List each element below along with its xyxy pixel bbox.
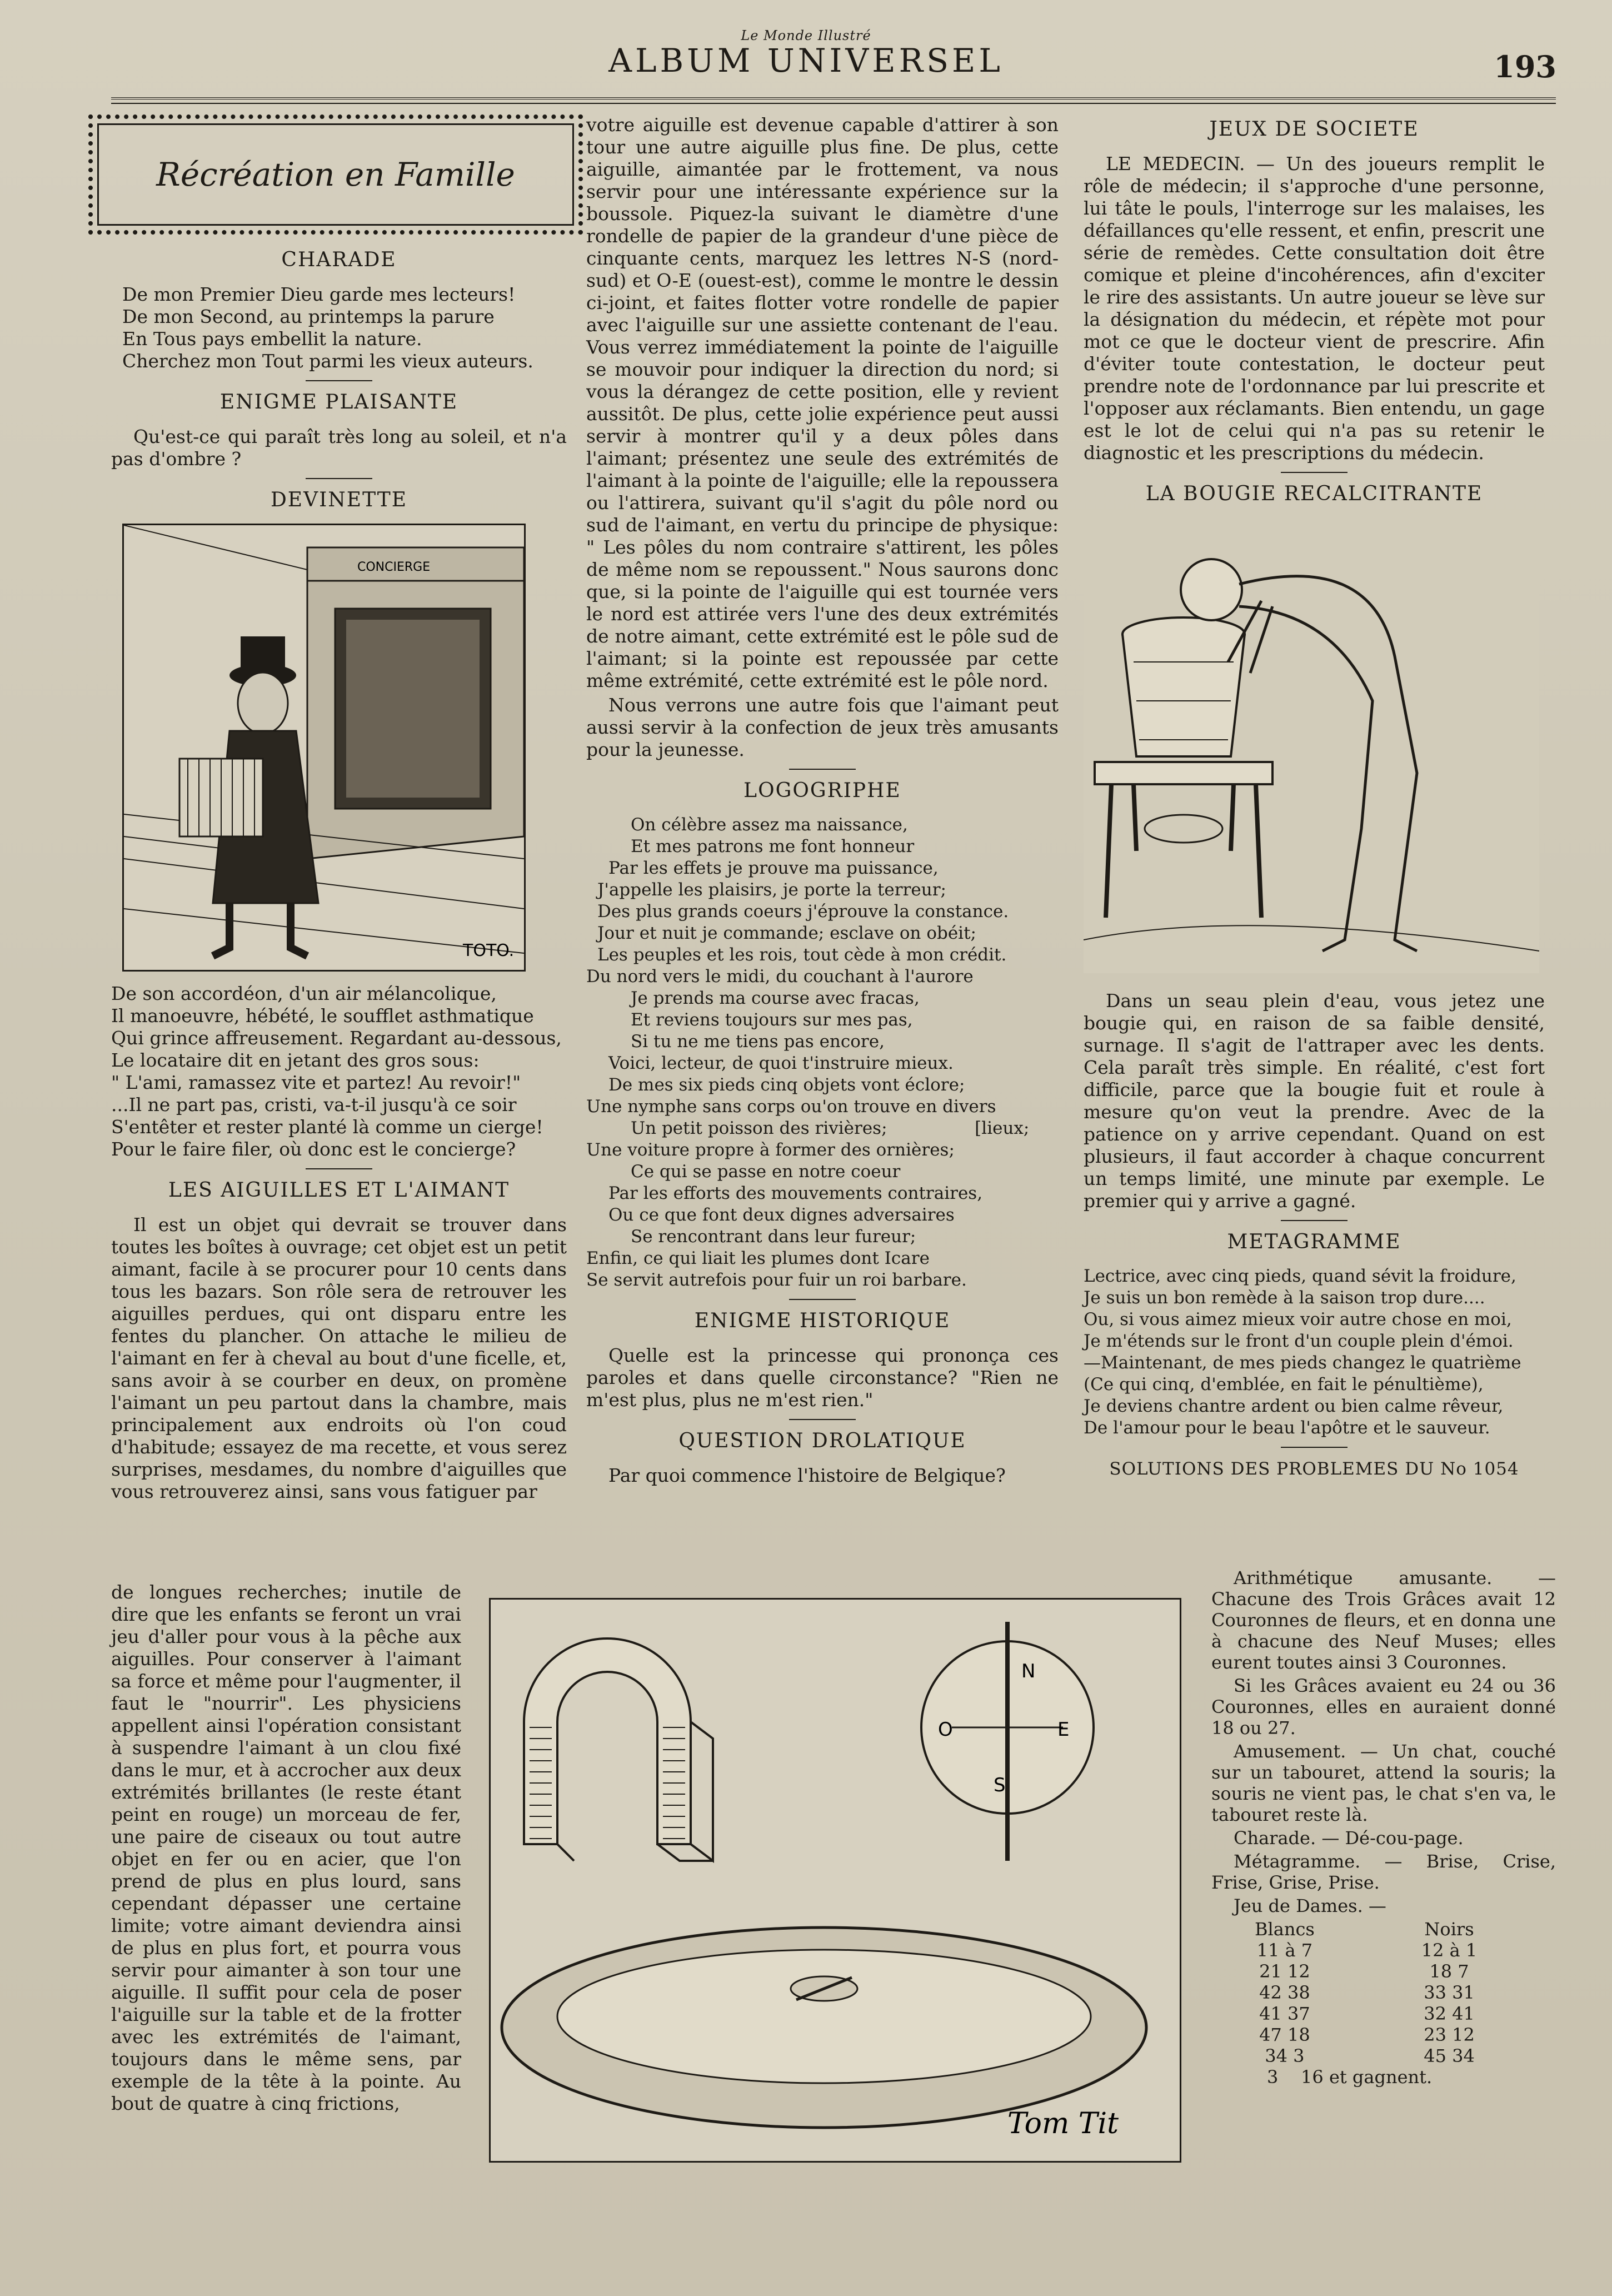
- metagramme-line: Lectrice, avec cinq pieds, quand sévit la froidure,: [1084, 1266, 1516, 1286]
- logogriphe-line: Ou ce que font deux dignes adversaires: [608, 1205, 955, 1225]
- magnet-compass-drawing: [491, 1600, 1180, 2161]
- page-number: 193: [1494, 49, 1556, 84]
- dames-cell: 47 18: [1259, 2024, 1310, 2045]
- separator: [306, 1168, 372, 1169]
- solution-charade: Charade. — Dé-cou-page.: [1234, 1827, 1464, 1849]
- jeux-title: JEUX DE SOCIETE: [1209, 118, 1419, 141]
- question-title: QUESTION DROLATIQUE: [678, 1430, 966, 1452]
- logogriphe-line: Du nord vers le midi, du couchant à l'aurore: [586, 967, 974, 987]
- solution-arithmetique-2: Si les Grâces avaient eu 24 ou 36 Couronnes, elles en auraient donné 18 ou 27.: [1211, 1675, 1556, 1739]
- aiguilles-title: LES AIGUILLES ET L'AIMANT: [168, 1179, 510, 1202]
- enigme-title: ENIGME PLAISANTE: [219, 391, 458, 414]
- logogriphe-line: Une nymphe sans corps ou'on trouve en divers: [586, 1097, 996, 1117]
- toto-signature: TOTO.: [463, 941, 515, 960]
- logogriphe-line: Par les effets je prouve ma puissance,: [608, 858, 939, 878]
- dames-cell: 12 à 1: [1421, 1940, 1478, 1961]
- compass-east-label: E: [1057, 1719, 1070, 1741]
- table-row: [1245, 1982, 1487, 2003]
- enigme-historique-title: ENIGME HISTORIQUE: [694, 1309, 951, 1332]
- devinette-line: Pour le faire filer, où donc est le concierge?: [111, 1138, 516, 1160]
- charade-verse: [111, 283, 567, 372]
- bougie-text: Dans un seau plein d'eau, vous jetez une bougie qui, en raison de sa faible densité, surnage. Il s'agit de l'attraper avec les dents. Cela paraît très simple. En réalité, c'est fort difficile, parce que la bougie fuit et roule à mesure qu'on veut la prendre. Avec de la patience on y arrive cependant. Quand on est plusieurs, il faut accorder à chaque concurrent un temps limité, une minute par exemple. Le premier qui y arrive a gagné.: [1084, 990, 1545, 1212]
- bougie-title: LA BOUGIE RECALCITRANTE: [1145, 482, 1483, 505]
- charade-title: CHARADE: [281, 248, 397, 271]
- logogriphe-line: J'appelle les plaisirs, je porte la terreur;: [597, 880, 946, 900]
- column-right: [1084, 108, 1545, 1492]
- logogriphe-line: Et reviens toujours sur mes pas,: [631, 1010, 913, 1030]
- dames-cell: 18 7: [1429, 1961, 1469, 1982]
- dames-cell: 45 34: [1424, 2045, 1475, 2066]
- enigme-text: Qu'est-ce qui paraît très long au soleil, et n'a pas d'ombre ?: [111, 426, 567, 470]
- logogriphe-line: Je prends ma course avec fracas,: [631, 988, 920, 1008]
- charade-line: De mon Premier Dieu garde mes lecteurs!: [122, 283, 516, 305]
- separator: [306, 380, 372, 381]
- devinette-line: De son accordéon, d'un air mélancolique,: [111, 983, 497, 1004]
- compass-south-label: S: [994, 1774, 1006, 1796]
- logogriphe-line: Des plus grands coeurs j'éprouve la constance.: [597, 902, 1009, 922]
- metagramme-verse: [1084, 1266, 1545, 1439]
- magnet-compass-figure: [489, 1598, 1181, 2163]
- devinette-line: S'entêter et rester planté là comme un cierge!: [111, 1116, 543, 1138]
- metagramme-line: Ou, si vous aimez mieux voir autre chose en moi,: [1084, 1309, 1512, 1329]
- dames-cell: 21 12: [1259, 1961, 1310, 1982]
- dames-cell: 11 à 7: [1256, 1940, 1313, 1961]
- logogriphe-line: Et mes patrons me font honneur: [631, 836, 915, 856]
- question-text: Par quoi commence l'histoire de Belgique?: [608, 1465, 1006, 1486]
- charade-line: En Tous pays embellit la nature.: [122, 328, 422, 350]
- solution-arithmetique: Arithmétique amusante. — Chacune des Trois Grâces avait 12 Couronnes de fleurs, et en donna une à chacune des Neuf Muses; elles eurent toutes ainsi 3 Couronnes.: [1211, 1567, 1556, 1673]
- section-title: Récréation en Famille: [156, 156, 515, 193]
- logogriphe-line: Se servit autrefois pour fuir un roi barbare.: [586, 1270, 967, 1290]
- charade-line: Cherchez mon Tout parmi les vieux auteurs.: [122, 350, 533, 372]
- dames-cell: 42 38: [1259, 1982, 1310, 2003]
- compass-north-label: N: [1021, 1660, 1036, 1682]
- dames-table: [1245, 1919, 1487, 2066]
- logogriphe-line: On célèbre assez ma naissance,: [631, 815, 908, 835]
- devinette-line: ...Il ne part pas, cristi, va-t-il jusqu'à ce soir: [111, 1094, 517, 1115]
- accordion-player-drawing: [124, 525, 524, 970]
- metagramme-line: (Ce qui cinq, d'emblée, en fait le pénultième),: [1084, 1374, 1484, 1394]
- jeux-text: LE MEDECIN. — Un des joueurs remplit le rôle de médecin; il s'approche d'une personne, lui tâte le pouls, l'interroge sur les malaises, les défaillances qu'elle ressent, et enfin, prescrit une série de remèdes. Cette consultation doit être comique et pleine d'incohérences, afin d'exciter le rire des assistants. Un autre joueur se lève sur la désignation du médecin, et répète mot pour mot ce que le docteur vient de prescrire. Afin d'éviter toute contestation, le docteur peut prendre note de l'ordonnance par lui prescrite et l'opposer aux réclamants. Bien entendu, un gage est le lot de celui qui n'a pas su retenir le diagnostic et les prescriptions du médecin.: [1084, 153, 1545, 464]
- separator: [1281, 1447, 1348, 1448]
- logogriphe-line: Une voiture propre à former des ornières;: [586, 1140, 955, 1160]
- devinette-illustration: [122, 524, 526, 972]
- charade-line: De mon Second, au printemps la parure: [122, 306, 495, 327]
- logogriphe-line: Un petit poisson des rivières; [lieux;: [631, 1118, 1030, 1138]
- devinette-verse: [111, 983, 567, 1161]
- aiguilles-paragraph-1: Il est un objet qui devrait se trouver dans toutes les boîtes à ouvrage; cet objet est un petit aimant, facile à se procurer pour 10 cents dans tous les bazars. Son rôle sera de retrouver les aiguilles perdues, qui ont disparu entre les fentes du plancher. On attache le milieu de l'aimant en fer à cheval au bout d'une ficelle, et, sans avoir à se courber en deux, on promène l'aimant un peu partout dans la chambre, mais principalement aux endroits où l'on coud d'habitude; essayez de ma recette, et vous serez surprises, mesdames, du nombre d'aiguilles que vous retrouverez ainsi, sans vous fatiguer par: [111, 1214, 567, 1502]
- bougie-illustration: [1084, 517, 1539, 973]
- dames-header-blancs: Blancs: [1255, 1919, 1315, 1940]
- metagramme-title: METAGRAMME: [1227, 1231, 1401, 1253]
- section-title-box: [97, 123, 574, 226]
- solution-amusement: Amusement. — Un chat, couché sur un tabouret, attend la souris; la souris ne vient pas, le chat s'en va, le tabouret reste là.: [1211, 1741, 1556, 1825]
- separator: [789, 1299, 856, 1300]
- aiguilles-paragraph-4: Nous verrons une autre fois que l'aimant peut aussi servir à la confection de jeux très amusants pour la jeunesse.: [586, 694, 1059, 760]
- table-row: [1245, 2024, 1487, 2045]
- table-row: [1245, 1961, 1487, 1982]
- logogriphe-line: Voici, lecteur, de quoi t'instruire mieux.: [608, 1053, 954, 1073]
- logogriphe-line: Les peuples et les rois, tout cède à mon crédit.: [597, 945, 1007, 965]
- solution-dames-label: Jeu de Dames. —: [1234, 1895, 1386, 1916]
- devinette-line: " L'ami, ramassez vite et partez! Au revoir!": [111, 1072, 521, 1093]
- masthead: [0, 28, 1612, 78]
- devinette-line: Le locataire dit en jetant des gros sous:: [111, 1049, 480, 1071]
- masthead-small-title: Le Monde Illustré: [741, 28, 871, 43]
- logogriphe-line: Par les efforts des mouvements contraires,: [608, 1183, 983, 1203]
- separator: [789, 1419, 856, 1420]
- logogriphe-line: Jour et nuit je commande; esclave on obéit;: [597, 923, 976, 943]
- metagramme-line: Je deviens chantre ardent ou bien calme rêveur,: [1084, 1396, 1504, 1416]
- separator: [1281, 472, 1348, 473]
- separator: [1281, 1220, 1348, 1221]
- header-rule: [111, 97, 1556, 104]
- table-row: [1245, 1940, 1487, 1961]
- dames-final: 3 16 et gagnent.: [1267, 2066, 1433, 2088]
- logogriphe-line: Se rencontrant dans leur fureur;: [631, 1227, 916, 1247]
- logogriphe-title: LOGOGRIPHE: [743, 779, 901, 802]
- column-middle: [586, 114, 1059, 1489]
- solution-metagramme: Métagramme. — Brise, Crise, Frise, Grise, Prise.: [1211, 1851, 1556, 1893]
- table-row: [1245, 2003, 1487, 2024]
- logogriphe-line: De mes six pieds cinq objets vont éclore;: [608, 1075, 965, 1095]
- logogriphe-verse: [586, 814, 1059, 1291]
- metagramme-line: Je m'étends sur le front d'un couple plein d'émoi.: [1084, 1331, 1514, 1351]
- aiguilles-paragraph-3: votre aiguille est devenue capable d'attirer à son tour une autre aiguille plus fine. De plus, cette aiguille, aimantée par le frottement, va nous servir pour une intéressante expérience sur la boussole. Piquez-la suivant le diamètre d'une rondelle de papier de la grandeur d'une pièce de cinquante cents, marquez les lettres N-S (nord-sud) et O-E (ouest-est), comme le montre le dessin ci-joint, et faites flotter votre rondelle de papier avec l'aiguille sur une assiette contenant de l'eau. Vous verrez immédiatement la pointe de l'aiguille se mouvoir pour indiquer la direction du nord; si vous la dérangez de cette position, elle y revient aussitôt. De plus, cette jolie expérience peut aussi servir à montrer qu'il y a deux pôles dans l'aimant; présentez une seule des extrémités de l'aimant à la pointe de l'aiguille; elle la repoussera ou l'attirera, suivant qu'il s'agit du pôle nord ou sud de l'aimant, en vertu du principe de physique: " Les pôles du nom contraire s'attirent, les pôles de même nom se repoussent." Nous saurons donc que, si la pointe de l'aiguille qui est tournée vers le nord est attirée vers l'une des deux extrémités de notre aimant, cette extrémité est le pôle sud de l'aimant; si la pointe est repoussée par cette même extrémité, cette extrémité est le pôle nord.: [586, 114, 1059, 691]
- separator: [306, 478, 372, 479]
- candle-bucket-drawing: [1084, 517, 1539, 973]
- solutions-title: SOLUTIONS DES PROBLEMES DU No 1054: [1109, 1459, 1519, 1479]
- masthead-title: ALBUM UNIVERSEL: [608, 42, 1004, 79]
- dames-cell: 33 31: [1424, 1982, 1475, 2003]
- dames-header-noirs: Noirs: [1424, 1919, 1474, 1940]
- enigme-historique-text: Quelle est la princesse qui prononça ces paroles et dans quelle circonstance? "Rien ne m'est plus, plus ne m'est rien.": [586, 1344, 1059, 1411]
- dames-cell: 23 12: [1424, 2024, 1475, 2045]
- solutions-column: [1211, 1567, 1556, 2090]
- logogriphe-line: Ce qui se passe en notre coeur: [631, 1162, 901, 1182]
- column-left-narrow: [111, 1581, 461, 2117]
- table-row: [1245, 2045, 1487, 2066]
- column-left: [111, 239, 567, 1505]
- devinette-line: Qui grince affreusement. Regardant au-dessous,: [111, 1027, 562, 1049]
- devinette-title: DEVINETTE: [270, 489, 408, 511]
- tom-tit-signature: Tom Tit: [1007, 2107, 1119, 2140]
- metagramme-line: De l'amour pour le beau l'apôtre et le sauveur.: [1084, 1418, 1490, 1438]
- dames-cell: 32 41: [1424, 2003, 1475, 2024]
- dames-cell: 41 37: [1259, 2003, 1310, 2024]
- separator: [789, 769, 856, 770]
- logogriphe-line: Si tu ne me tiens pas encore,: [631, 1032, 885, 1052]
- aiguilles-paragraph-2: de longues recherches; inutile de dire que les enfants se feront un vrai jeu d'aller pour vous à la pêche aux aiguilles. Pour conserver à l'aimant sa force et même pour l'augmenter, il faut le "nourrir". Les physiciens appellent ainsi l'opération consistant à suspendre l'aimant à un clou fixé dans le mur, et à accrocher aux deux extrémités brillantes (le reste étant peint en rouge) un morceau de fer, une paire de ciseaux ou tout autre objet en fer ou en acier, que l'on prend de plus en plus lourd, sans cependant dépasser une certaine limite; votre aimant deviendra ainsi de plus en plus fort, et pourra vous servir pour aimanter à son tour une aiguille. Il suffit pour cela de poser l'aiguille sur la table et de la frotter avec les extrémités de l'aimant, toujours dans le même sens, par exemple de la tête à la pointe. Au bout de quatre à cinq frictions,: [111, 1581, 461, 2114]
- concierge-sign: CONCIERGE: [357, 560, 431, 574]
- devinette-line: Il manoeuvre, hébété, le soufflet asthmatique: [111, 1005, 534, 1027]
- metagramme-line: —Maintenant, de mes pieds changez le quatrième: [1084, 1353, 1521, 1373]
- dames-cell: 34 3: [1265, 2045, 1305, 2066]
- logogriphe-line: Enfin, ce qui liait les plumes dont Icare: [586, 1248, 930, 1268]
- metagramme-line: Je suis un bon remède à la saison trop dure....: [1084, 1288, 1485, 1308]
- compass-west-label: O: [938, 1719, 953, 1741]
